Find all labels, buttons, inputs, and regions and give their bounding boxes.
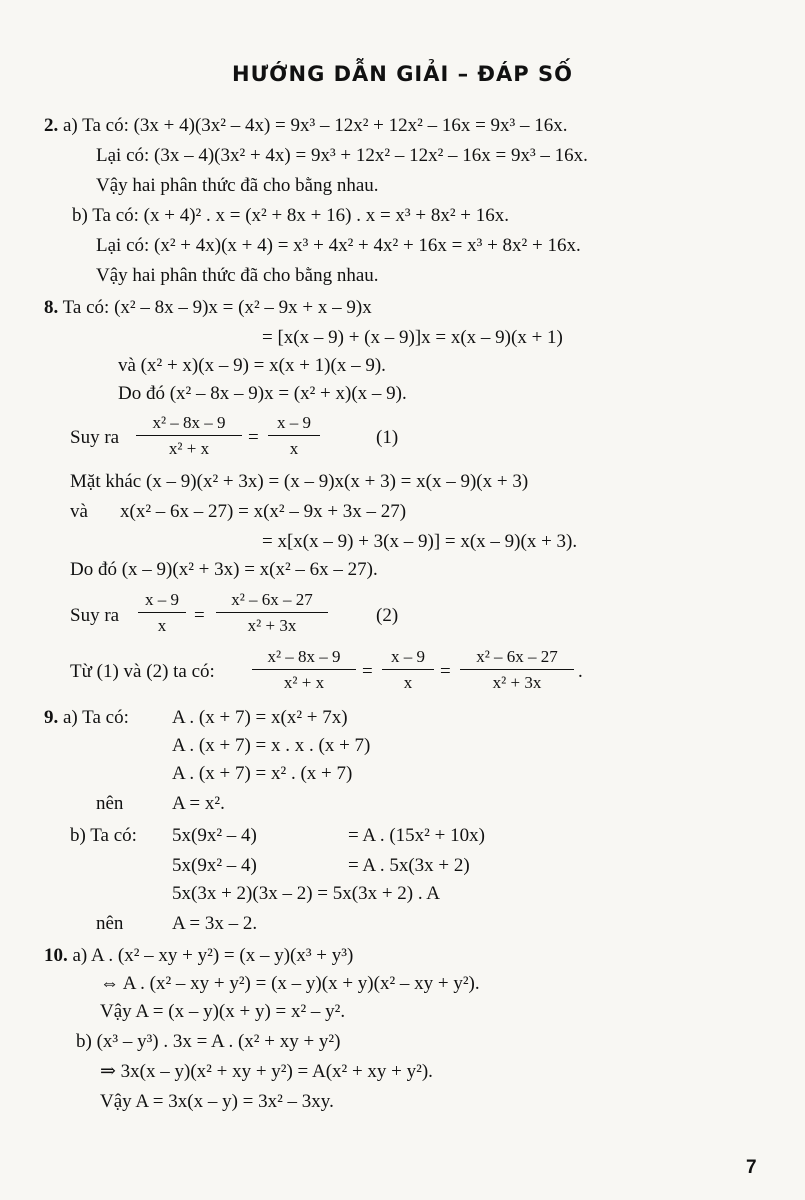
ex8-va-label: và <box>70 501 88 522</box>
ex10-number: 10. <box>44 945 68 966</box>
ex9-number: 9. <box>44 707 59 728</box>
ex10-a-line-1 <box>44 944 353 968</box>
ex9-a-line-2: A . (x + 7) = x . x . (x + 7) <box>172 735 371 756</box>
ex9-b-line-2-right: = A . 5x(3x + 2) <box>348 855 470 876</box>
ex10-b-line-1: b) (x³ – y³) . 3x = A . (x² + xy + y²) <box>76 1031 341 1052</box>
ex2-a-line-1 <box>44 114 568 138</box>
page-title: HƯỚNG DẪN GIẢI – ĐÁP SỐ <box>232 62 573 86</box>
fraction-6 <box>382 646 434 694</box>
ex9-b-result: A = 3x – 2. <box>172 913 258 934</box>
ex8-number: 8. <box>44 297 59 318</box>
ex2-a-conclusion: Vậy hai phân thức đã cho bằng nhau. <box>96 175 379 196</box>
ex9-b-line-3: 5x(3x + 2)(3x – 2) = 5x(3x + 2) . A <box>172 883 441 904</box>
ex8-line-5: Mặt khác (x – 9)(x² + 3x) = (x – 9)x(x + 3) = x(x – 9)(x + 3) <box>70 471 529 492</box>
period: . <box>578 661 583 682</box>
ex9-a-label-text: a) Ta có: <box>58 707 129 728</box>
fraction-5-numerator: x² – 8x – 9 <box>252 646 356 670</box>
ex8-line-2: = [x(x – 9) + (x – 9)]x = x(x – 9)(x + 1) <box>262 327 563 348</box>
fraction-2 <box>268 412 320 460</box>
ex8-suy-ra-2: Suy ra <box>70 605 120 626</box>
fraction-2-numerator: x – 9 <box>268 412 320 436</box>
ex8-line-8: Do đó (x – 9)(x² + 3x) = x(x² – 6x – 27). <box>70 559 378 580</box>
ex10-b-line-2: ⇒ 3x(x – y)(x² + xy + y²) = A(x² + xy + y²). <box>100 1061 433 1082</box>
fraction-7-numerator: x² – 6x – 27 <box>460 646 574 670</box>
fraction-3 <box>138 589 186 637</box>
fraction-4 <box>216 589 328 637</box>
ex8-line-6: x(x² – 6x – 27) = x(x² – 9x + 3x – 27) <box>120 501 407 522</box>
fraction-6-denominator: x <box>403 673 413 692</box>
ex8-line-7: = x[x(x – 9) + 3(x – 9)] = x(x – 9)(x + 3). <box>262 531 578 552</box>
ex9-a-line-3: A . (x + 7) = x² . (x + 7) <box>172 763 353 784</box>
ex2-a-text-1: a) Ta có: (3x + 4)(3x² – 4x) = 9x³ – 12x² + 12x² – 16x = 9x³ – 16x. <box>58 115 568 136</box>
ex8-line-4: Do đó (x² – 8x – 9)x = (x² + x)(x – 9). <box>118 383 407 404</box>
ex9-b-label: b) Ta có: <box>70 825 137 846</box>
equals-sign: = <box>194 605 205 626</box>
equals-sign: = <box>440 661 451 682</box>
fraction-1-denominator: x² + x <box>168 439 210 458</box>
ex8-line-3: và (x² + x)(x – 9) = x(x + 1)(x – 9). <box>118 355 386 376</box>
ex10-b-conclusion: Vậy A = 3x(x – y) = 3x² – 3xy. <box>100 1091 334 1112</box>
ex2-number: 2. <box>44 115 59 136</box>
equation-tag-1: (1) <box>376 427 399 448</box>
equation-tag-2: (2) <box>376 605 399 626</box>
ex9-b-line-1-right: = A . (15x² + 10x) <box>348 825 485 846</box>
page-number: 7 <box>746 1157 757 1178</box>
ex9-b-line-1-left: 5x(9x² – 4) <box>172 825 257 846</box>
fraction-3-numerator: x – 9 <box>138 589 186 613</box>
ex2-b-conclusion: Vậy hai phân thức đã cho bằng nhau. <box>96 265 379 286</box>
ex9-b-line-2-left: 5x(9x² – 4) <box>172 855 257 876</box>
ex9-a-label <box>44 706 129 730</box>
fraction-7 <box>460 646 574 694</box>
fraction-5 <box>252 646 356 694</box>
ex8-suy-ra-1: Suy ra <box>70 427 120 448</box>
ex2-b-line-1: b) Ta có: (x + 4)² . x = (x² + 8x + 16) . x = x³ + 8x² + 16x. <box>72 205 510 226</box>
fraction-6-numerator: x – 9 <box>382 646 434 670</box>
fraction-3-denominator: x <box>157 616 167 635</box>
fraction-7-denominator: x² + 3x <box>492 673 542 692</box>
ex9-a-result: A = x². <box>172 793 225 814</box>
ex10-a-line-2: ⇔ A . (x² – xy + y²) = (x – y)(x + y)(x² – xy + y²). <box>100 973 480 994</box>
ex9-a-nen: nên <box>96 793 124 814</box>
ex9-b-nen: nên <box>96 913 124 934</box>
ex9-a-line-1: A . (x + 7) = x(x² + 7x) <box>172 707 348 728</box>
ex10-a-text-1: a) A . (x² – xy + y²) = (x – y)(x³ + y³) <box>67 945 354 966</box>
fraction-2-denominator: x <box>289 439 299 458</box>
fraction-4-denominator: x² + 3x <box>247 616 297 635</box>
equals-sign: = <box>248 427 259 448</box>
fraction-1 <box>136 412 242 460</box>
fraction-4-numerator: x² – 6x – 27 <box>216 589 328 613</box>
ex2-a-line-2: Lại có: (3x – 4)(3x² + 4x) = 9x³ + 12x² – 12x² – 16x = 9x³ – 16x. <box>96 145 588 166</box>
ex8-text-1: Ta có: (x² – 8x – 9)x = (x² – 9x + x – 9)x <box>58 297 372 318</box>
ex2-b-line-2: Lại có: (x² + 4x)(x + 4) = x³ + 4x² + 4x² + 16x = x³ + 8x² + 16x. <box>96 235 581 256</box>
fraction-1-numerator: x² – 8x – 9 <box>136 412 242 436</box>
equals-sign: = <box>362 661 373 682</box>
ex8-line-1 <box>44 296 372 320</box>
ex10-a-conclusion: Vậy A = (x – y)(x + y) = x² – y². <box>100 1001 346 1022</box>
fraction-5-denominator: x² + x <box>283 673 325 692</box>
ex8-tu-1-va-2: Từ (1) và (2) ta có: <box>70 661 215 682</box>
